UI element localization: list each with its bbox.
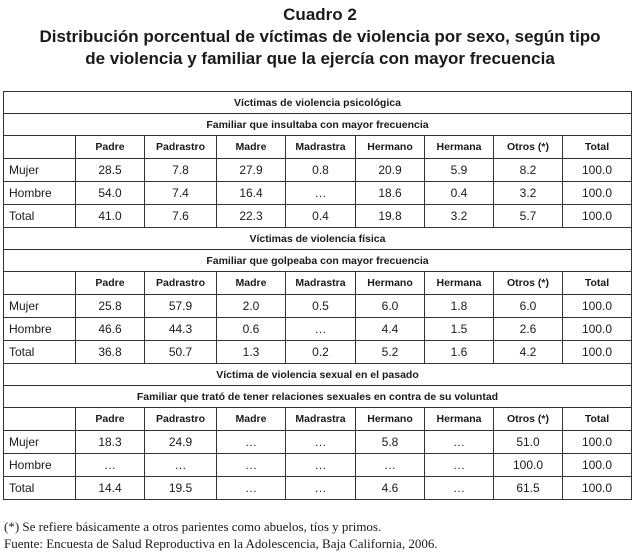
column-header: Padrastro — [145, 408, 217, 431]
table-cell: … — [425, 477, 494, 500]
table-cell: 6.0 — [494, 295, 563, 318]
table-cell: 51.0 — [494, 431, 563, 454]
row-label: Total — [4, 341, 76, 364]
column-header: Otros (*) — [494, 136, 563, 159]
table-cell: 19.5 — [145, 477, 217, 500]
column-header: Madre — [217, 136, 286, 159]
table-cell: 7.4 — [145, 182, 217, 205]
table-cell: 100.0 — [563, 431, 632, 454]
caption-number: Cuadro 2 — [283, 5, 357, 24]
row-label: Hombre — [4, 318, 76, 341]
row-label: Total — [4, 477, 76, 500]
column-header: Hermana — [425, 408, 494, 431]
table-cell: … — [286, 454, 356, 477]
section-subtitle: Familiar que golpeaba con mayor frecuencia — [4, 250, 632, 272]
table-cell: 54.0 — [76, 182, 145, 205]
column-header: Otros (*) — [494, 408, 563, 431]
caption-title-line-1: Distribución porcentual de víctimas de violencia por sexo, según tipo — [39, 27, 601, 46]
footnotes — [4, 518, 634, 552]
table-cell: 0.4 — [286, 205, 356, 228]
table-cell: … — [425, 454, 494, 477]
table-cell: 100.0 — [563, 205, 632, 228]
column-header: Hermana — [425, 272, 494, 295]
table-cell: 100.0 — [563, 341, 632, 364]
table-cell: 0.4 — [425, 182, 494, 205]
caption-title-line-2: de violencia y familiar que la ejercía con mayor frecuencia — [85, 49, 555, 68]
column-header: Padre — [76, 408, 145, 431]
table-row — [4, 431, 632, 454]
column-header: Madrastra — [286, 136, 356, 159]
table-cell: 100.0 — [563, 159, 632, 182]
table-cell: … — [286, 318, 356, 341]
section-subtitle-row — [4, 386, 632, 408]
column-header: Madrastra — [286, 272, 356, 295]
table-cell: 44.3 — [145, 318, 217, 341]
header-corner-cell — [4, 272, 76, 295]
table-cell: … — [356, 454, 425, 477]
table-row — [4, 454, 632, 477]
column-header: Madre — [217, 272, 286, 295]
table-cell: … — [76, 454, 145, 477]
table-cell: 5.2 — [356, 341, 425, 364]
table-cell: 0.5 — [286, 295, 356, 318]
table-cell: 100.0 — [563, 477, 632, 500]
column-header: Madre — [217, 408, 286, 431]
table-cell: 46.6 — [76, 318, 145, 341]
section-subtitle: Familiar que insultaba con mayor frecuencia — [4, 114, 632, 136]
header-corner-cell — [4, 408, 76, 431]
table-cell: 61.5 — [494, 477, 563, 500]
table-cell: … — [217, 477, 286, 500]
row-label: Hombre — [4, 454, 76, 477]
table-cell: 7.6 — [145, 205, 217, 228]
section-title: Víctimas de violencia psicológica — [4, 92, 632, 114]
column-header: Otros (*) — [494, 272, 563, 295]
column-header: Padre — [76, 136, 145, 159]
table-cell: … — [145, 454, 217, 477]
table-cell: … — [425, 431, 494, 454]
table-body — [4, 92, 632, 500]
source-note: Fuente: Encuesta de Salud Reproductiva en la Adolescencia, Baja California, 2006. — [4, 536, 438, 551]
table-cell: … — [217, 431, 286, 454]
column-header: Total — [563, 408, 632, 431]
column-header-row — [4, 408, 632, 431]
column-header: Hermano — [356, 272, 425, 295]
table-cell: 6.0 — [356, 295, 425, 318]
row-label: Mujer — [4, 159, 76, 182]
header-corner-cell — [4, 136, 76, 159]
table-row — [4, 341, 632, 364]
table-cell: 1.3 — [217, 341, 286, 364]
column-header: Padre — [76, 272, 145, 295]
table-cell: 1.8 — [425, 295, 494, 318]
column-header: Madrastra — [286, 408, 356, 431]
table-cell: 1.5 — [425, 318, 494, 341]
table-cell: 22.3 — [217, 205, 286, 228]
table-row — [4, 318, 632, 341]
table-cell: 5.8 — [356, 431, 425, 454]
column-header: Padrastro — [145, 272, 217, 295]
section-subtitle-row — [4, 250, 632, 272]
table-row — [4, 182, 632, 205]
footnote-otros: (*) Se refiere básicamente a otros parientes como abuelos, tíos y primos. — [4, 519, 382, 534]
table-cell: 100.0 — [563, 454, 632, 477]
table-cell: 57.9 — [145, 295, 217, 318]
table-cell: 19.8 — [356, 205, 425, 228]
table-cell: 14.4 — [76, 477, 145, 500]
column-header: Padrastro — [145, 136, 217, 159]
table-cell: 20.9 — [356, 159, 425, 182]
table-cell: … — [286, 182, 356, 205]
table-cell: 3.2 — [425, 205, 494, 228]
table-caption — [0, 4, 640, 70]
section-title: Víctima de violencia sexual en el pasado — [4, 364, 632, 386]
table-cell: … — [286, 431, 356, 454]
column-header: Total — [563, 272, 632, 295]
table-row — [4, 205, 632, 228]
table-cell: … — [286, 477, 356, 500]
table-cell: 100.0 — [563, 295, 632, 318]
table-cell: 16.4 — [217, 182, 286, 205]
table-cell: 4.2 — [494, 341, 563, 364]
table-cell: 0.6 — [217, 318, 286, 341]
row-label: Hombre — [4, 182, 76, 205]
section-title-row — [4, 92, 632, 114]
table-cell: 5.9 — [425, 159, 494, 182]
table-cell: 50.7 — [145, 341, 217, 364]
row-label: Total — [4, 205, 76, 228]
column-header-row — [4, 136, 632, 159]
table-row — [4, 159, 632, 182]
table-cell: 18.3 — [76, 431, 145, 454]
section-title-row — [4, 228, 632, 250]
section-subtitle-row — [4, 114, 632, 136]
table-row — [4, 477, 632, 500]
column-header: Hermano — [356, 136, 425, 159]
table-row — [4, 295, 632, 318]
victims-distribution-table — [3, 91, 632, 500]
table-cell: 100.0 — [494, 454, 563, 477]
table-cell: 41.0 — [76, 205, 145, 228]
table-cell: 24.9 — [145, 431, 217, 454]
table-cell: 0.2 — [286, 341, 356, 364]
table-cell: 100.0 — [563, 318, 632, 341]
table-cell: 18.6 — [356, 182, 425, 205]
row-label: Mujer — [4, 295, 76, 318]
section-title-row — [4, 364, 632, 386]
table-cell: 5.7 — [494, 205, 563, 228]
table-cell: 1.6 — [425, 341, 494, 364]
table-cell: 2.6 — [494, 318, 563, 341]
table-cell: 36.8 — [76, 341, 145, 364]
table-cell: 0.8 — [286, 159, 356, 182]
section-subtitle: Familiar que trató de tener relaciones sexuales en contra de su voluntad — [4, 386, 632, 408]
column-header-row — [4, 272, 632, 295]
table-cell: 4.4 — [356, 318, 425, 341]
table-cell: 100.0 — [563, 182, 632, 205]
table-cell: 25.8 — [76, 295, 145, 318]
table-cell: 3.2 — [494, 182, 563, 205]
table-cell: 27.9 — [217, 159, 286, 182]
column-header: Hermana — [425, 136, 494, 159]
table-cell: 7.8 — [145, 159, 217, 182]
table-cell: 4.6 — [356, 477, 425, 500]
column-header: Total — [563, 136, 632, 159]
row-label: Mujer — [4, 431, 76, 454]
table-cell: 28.5 — [76, 159, 145, 182]
table-cell: 2.0 — [217, 295, 286, 318]
table-cell: … — [217, 454, 286, 477]
column-header: Hermano — [356, 408, 425, 431]
table-cell: 8.2 — [494, 159, 563, 182]
section-title: Víctimas de violencia física — [4, 228, 632, 250]
